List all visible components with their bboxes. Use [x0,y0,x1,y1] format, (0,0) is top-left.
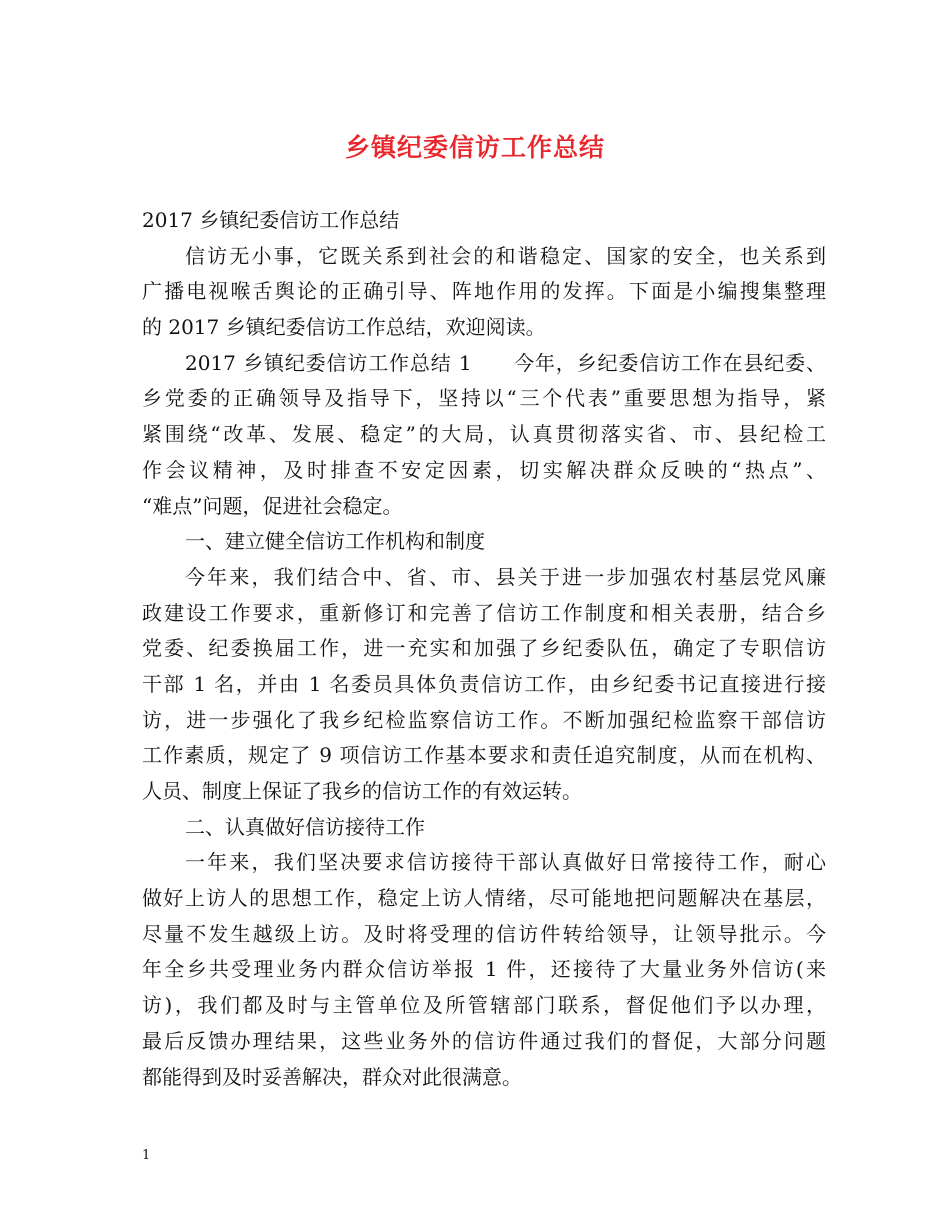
subtitle-line: 2017 乡镇纪委信访工作总结 [142,208,400,232]
text-line: 尽量不发生越级上访。及时将受理的信访件转给领导，让领导批示。今 [142,921,826,946]
text-line: 广播电视喉舌舆论的正确引导、阵地作用的发挥。下面是小编搜集整理 [142,279,826,304]
text-line: 一年来，我们坚决要求信访接待干部认真做好日常接待工作，耐心 [185,850,826,875]
page-number: 1 [142,1148,151,1163]
text-line: 政建设工作要求，重新修订和完善了信访工作制度和相关表册，结合乡 [142,600,826,625]
text-line: 的 2017 乡镇纪委信访工作总结，欢迎阅读。 [142,315,546,340]
text-line: 2017 乡镇纪委信访工作总结 1 今年，乡纪委信访工作在县纪委、 [185,350,826,375]
text-line: 今年来，我们结合中、省、市、县关于进一步加强农村基层党风廉 [185,564,826,589]
document-body [142,203,826,1095]
text-line: 都能得到及时妥善解决，群众对此很满意。 [142,1064,522,1089]
text-line: 工作素质，规定了 9 项信访工作基本要求和责任追究制度，从而在机构、 [142,743,826,768]
section-heading: 一、建立健全信访工作机构和制度 [185,529,485,554]
text-line: 最后反馈办理结果，这些业务外的信访件通过我们的督促，大部分问题 [142,1028,826,1053]
text-line: 访，进一步强化了我乡纪检监察信访工作。不断加强纪检监察干部信访 [142,707,826,732]
text-line: 干部 1 名，并由 1 名委员具体负责信访工作，由乡纪委书记直接进行接 [142,671,826,696]
text-line: 作会议精神，及时排查不安定因素，切实解决群众反映的“热点”、 [142,457,826,482]
document-title: 乡镇纪委信访工作总结 [344,133,605,162]
text-line: 信访无小事，它既关系到社会的和谐稳定、国家的安全，也关系到 [185,243,826,268]
text-line: 乡党委的正确领导及指导下，坚持以“三个代表”重要思想为指导，紧 [142,386,826,411]
text-line: “难点”问题，促进社会稳定。 [142,493,403,518]
text-line: 党委、纪委换届工作，进一充实和加强了乡纪委队伍，确定了专职信访 [142,636,826,661]
section-heading: 二、认真做好信访接待工作 [185,814,425,839]
text-line: 人员、制度上保证了我乡的信访工作的有效运转。 [142,779,582,803]
text-line: 访)，我们都及时与主管单位及所管辖部门联系，督促他们予以办理， [142,993,826,1018]
text-line: 做好上访人的思想工作，稳定上访人情绪，尽可能地把问题解决在基层， [142,886,826,911]
text-line: 紧围绕“改革、发展、稳定”的大局，认真贯彻落实省、市、县纪检工 [142,422,826,447]
text-line: 年全乡共受理业务内群众信访举报 1 件，还接待了大量业务外信访(来 [142,957,826,982]
